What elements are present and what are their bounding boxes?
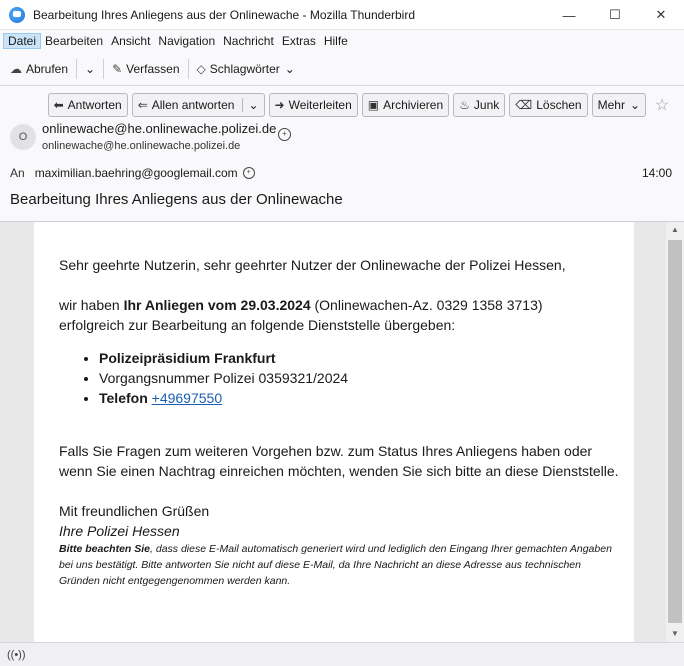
intro-date: Ihr Anliegen vom 29.03.2024 [123,297,311,313]
junk-label: Junk [473,98,500,112]
disclaimer [59,541,619,589]
verfassen-button[interactable] [108,57,183,81]
sender-name[interactable]: onlinewache@he.onlinewache.polizei.de [42,121,277,136]
chevron-down-icon: ⌄ [284,61,295,76]
vertical-scrollbar[interactable] [666,222,684,642]
reply-button[interactable] [48,93,128,117]
star-icon[interactable]: ☆ [654,97,670,114]
list-item [99,388,619,408]
reply-icon: ⬅ [53,98,64,112]
menu-hilfe[interactable]: Hilfe [323,34,348,48]
reply-all-button[interactable] [132,93,265,117]
reply-all-icon: ⇐ [137,98,148,112]
status-bar [0,642,684,666]
maximize-button[interactable]: ☐ [609,7,621,22]
message-time: 14:00 [641,166,672,180]
schlagwoerter-label: Schlagwörter [209,61,280,76]
archive-label: Archivieren [383,98,444,112]
add-contact-icon[interactable]: + [243,167,255,179]
archive-icon: ▣ [367,98,380,112]
message-text [59,255,619,589]
disclaimer-text: , dass diese E-Mail automatisch generiert wird und lediglich den Eingang Ihrer gemachten Angaben bei uns bestätigt. Bitte antworten Sie nicht auf diese E-Mail, da Ihre Nachricht an diese Adresse aus technischen Gründen nicht entgegengenommen werden kann. [59,543,612,587]
verfassen-label: Verfassen [126,61,180,76]
menu-bearbeiten[interactable]: Bearbeiten [45,34,104,48]
main-toolbar [0,52,684,86]
phone-label: Telefon [99,390,148,406]
forward-button[interactable] [269,93,358,117]
to-label: An [10,166,25,180]
intro-paragraph [59,295,619,315]
forward-icon: ➜ [274,98,285,112]
scroll-down-icon[interactable]: ▼ [671,629,679,638]
tag-icon: ◇ [196,61,206,76]
phone-link[interactable]: +49697550 [151,390,223,406]
thunderbird-icon [9,7,25,23]
wifi-icon[interactable]: ((•)) [7,648,26,661]
intro-line2: erfolgreich zur Bearbeitung an folgende Dienststelle übergeben: [59,317,456,333]
toolbar-divider [188,59,189,79]
abrufen-button[interactable] [6,57,72,81]
more-button[interactable] [592,93,646,117]
abrufen-label: Abrufen [26,61,69,76]
close-button[interactable]: ✕ [655,7,667,22]
chevron-down-icon[interactable]: ⌄ [242,98,258,112]
signature: Ihre Polizei Hessen [59,523,180,539]
trash-icon: ⌫ [515,98,533,112]
archive-button[interactable] [362,93,449,117]
window-titlebar [0,0,684,30]
abrufen-dropdown-button[interactable] [81,57,99,81]
flame-icon: ♨ [459,98,470,112]
greeting: Sehr geehrte Nutzerin, sehr geehrter Nutzer der Onlinewache der Polizei Hessen, [59,257,566,273]
sender-address[interactable]: onlinewache@he.onlinewache.polizei.de [42,140,241,152]
list-item [99,348,619,368]
cloud-download-icon: ☁ [10,61,22,76]
reply-all-label: Allen antworten [151,98,235,112]
questions-paragraph: Falls Sie Fragen zum weiteren Vorgehen bzw. zum Status Ihres Anliegens haben oder wenn Sie einen Nachtrag einreichen möchten, wenden Sie sich bitte an diese Dienststelle. [59,443,619,479]
message-page [34,222,634,642]
intro-reference: (Onlinewachen-Az. 0329 1358 3713) [310,297,543,313]
disclaimer-bold: Bitte beachten Sie [59,543,151,555]
intro-pre: wir haben [59,297,124,313]
junk-button[interactable] [453,93,505,117]
more-label: Mehr [597,98,625,112]
avatar: O [10,124,36,150]
scroll-thumb[interactable] [668,240,682,623]
message-header [0,86,684,222]
delete-label: Löschen [536,98,582,112]
menubar [0,30,684,52]
chevron-down-icon: ⌄ [85,61,96,76]
minimize-button[interactable]: — [562,7,576,23]
menu-ansicht[interactable]: Ansicht [111,34,151,48]
forward-label: Weiterleiten [288,98,352,112]
closing: Mit freundlichen Grüßen [59,503,210,519]
menu-navigation[interactable]: Navigation [158,34,216,48]
window-title: Bearbeitung Ihres Anliegens aus der Onlinewache - Mozilla Thunderbird [33,7,416,22]
menu-datei[interactable]: Datei [3,33,41,49]
reply-label: Antworten [67,98,122,112]
chevron-down-icon: ⌄ [629,98,640,112]
office-list [99,348,619,408]
menu-extras[interactable]: Extras [281,34,316,48]
message-subject: Bearbeitung Ihres Anliegens aus der Onlinewache [10,191,343,208]
recipient-row [10,166,255,180]
add-contact-icon[interactable]: + [278,128,291,141]
scroll-up-icon[interactable]: ▲ [671,225,679,234]
menu-nachricht[interactable]: Nachricht [223,34,274,48]
office-name: Polizeipräsidium Frankfurt [99,350,276,366]
message-actions [48,93,674,117]
window-controls [546,0,684,30]
pencil-icon: ✎ [112,61,123,76]
toolbar-divider [103,59,104,79]
recipient-address[interactable]: maximilian.baehring@googlemail.com [34,166,238,180]
list-item: • Vorgangsnummer Polizei 0359321/2024 [99,368,619,388]
toolbar-divider [76,59,77,79]
schlagwoerter-button[interactable] [193,57,299,81]
message-body-area [0,222,684,642]
delete-button[interactable] [509,93,587,117]
